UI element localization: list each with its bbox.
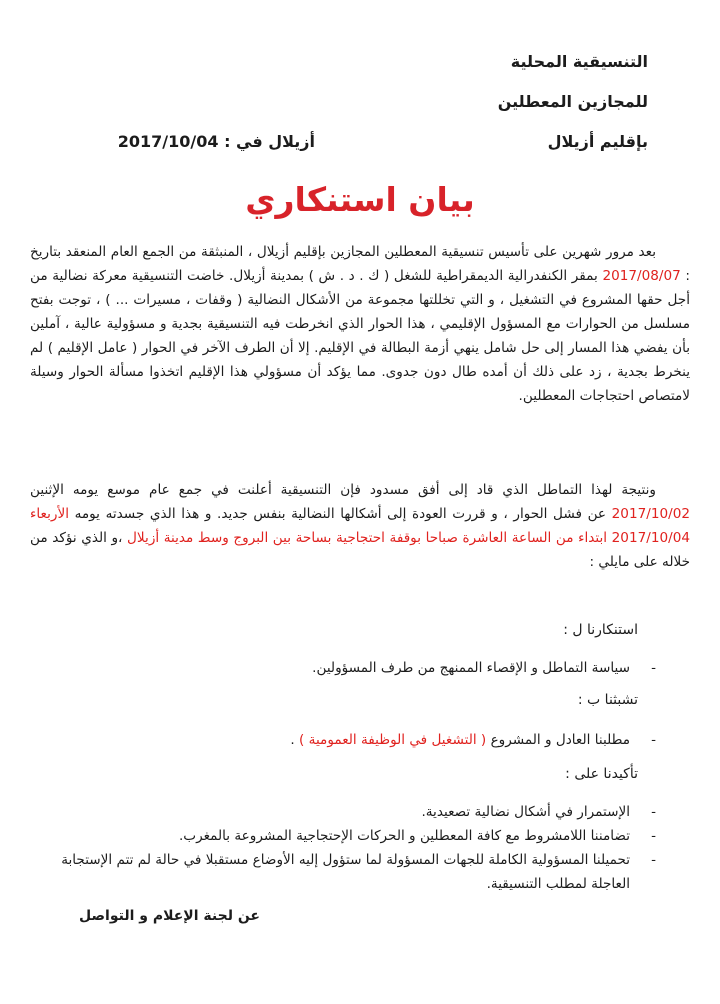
protest-date: 2017/10/04 bbox=[611, 530, 691, 546]
bullet-dash: - bbox=[651, 828, 656, 844]
list-item bbox=[58, 656, 658, 680]
bullet-dash: - bbox=[651, 660, 656, 676]
consequence-paragraph bbox=[30, 478, 690, 574]
founding-date: 2017/08/07 bbox=[602, 268, 681, 284]
bullet-dash: - bbox=[651, 804, 656, 820]
list-item bbox=[58, 848, 658, 896]
dateline-place: أزيلال في : bbox=[224, 132, 315, 151]
assert-list bbox=[58, 800, 658, 896]
consequence-text-c: ،و الذي نؤكد من خلاله على مايلي : bbox=[30, 530, 690, 570]
bullet-dash: - bbox=[651, 852, 656, 868]
list-item bbox=[58, 800, 658, 824]
hold-list bbox=[58, 728, 658, 752]
consequence-text-b: عن فشل الحوار ، و قررت العودة إلى أشكالها النضالية بنفس جديد. و هذا الذي جسدته يومه bbox=[74, 506, 607, 522]
consequence-text-a: ونتيجة لهذا التماطل الذي قاد إلى أفق مسدود فإن التنسيقية أعلنت في جمع عام موسع يومه الإثنين bbox=[30, 482, 656, 498]
list-item-text: تضامننا اللامشروط مع كافة المعطلين و الحركات الإحتجاجية المشروعة بالمغرب. bbox=[178, 828, 630, 844]
page-title: بيان استنكاري bbox=[245, 180, 475, 219]
org-region: بإقليم أزيلال bbox=[547, 132, 648, 151]
list-item bbox=[58, 824, 658, 848]
condemn-list bbox=[58, 656, 658, 680]
demand-highlight: ( التشغيل في الوظيفة العمومية ) bbox=[299, 732, 487, 748]
org-name-line2: للمجازين المعطلين bbox=[497, 92, 648, 111]
condemn-section-title: استنكارنا ل : bbox=[563, 622, 638, 638]
list-item-text: تحميلنا المسؤولية الكاملة للجهات المسؤولة لما ستؤول إليه الأوضاع مستقبلا في حالة لم تتم الإستجابة العاجلة لمطلب التنسيقية. bbox=[61, 852, 630, 892]
list-item-text: الإستمرار في أشكال نضالية تصعيدية. bbox=[421, 804, 630, 820]
protest-details: ابتداء من الساعة العاشرة صباحا بوقفة احتجاجية بساحة بين البروج وسط مدينة أزيلال bbox=[127, 530, 608, 546]
hold-section-title: تشبثنا ب : bbox=[577, 692, 638, 708]
assert-section-title: تأكيدنا على : bbox=[565, 766, 638, 782]
list-item bbox=[58, 728, 658, 752]
intro-text-a: بعد مرور شهرين على تأسيس تنسيقية المعطلين المجازين بإقليم أزيلال ، المنبثقة من الجمع العام المنعقد بتاريخ : bbox=[30, 244, 690, 284]
signature: عن لجنة الإعلام و التواصل bbox=[79, 908, 260, 924]
list-item-text: سياسة التماطل و الإقصاء الممنهج من طرف المسؤولين. bbox=[312, 660, 630, 676]
dateline-date: 2017/10/04 bbox=[117, 132, 219, 151]
document-dateline bbox=[118, 132, 315, 151]
intro-text-b: بمقر الكنفدرالية الديمقراطية للشغل ( ك . د . ش ) بمدينة أزيلال. خاضت التنسيقية معركة نضالية من أجل حقها المشروع في التشغيل ، و التي تخللتها مجموعة من الأشكال النضالية ( وقفات ، مسيرات ... ) ، توجت بفتح مسلسل من الحوارات مع المسؤول الإقليمي ، هذا الحوار الذي انخرطت فيه التنسيقية بجدية و مسؤولية عالية ، آملين بأن يفضي هذا المسار إلى حل شامل ينهي أزمة البطالة في الإقليم. إلا أن الطرف الآخر في الحوار ( عامل الإقليم ) لم ينخرط بجدية ، زد على ذلك أن أمده طال دون جدوى. مما يؤكد أن مسؤولي هذا الإقليم اتخذوا مسألة الحوار وسيلة لامتصاص احتجاجات المعطلين. bbox=[30, 268, 690, 404]
general-assembly-date: 2017/10/02 bbox=[611, 506, 691, 522]
demand-suffix: . bbox=[290, 732, 295, 748]
intro-paragraph bbox=[30, 240, 690, 408]
bullet-dash: - bbox=[651, 732, 656, 748]
org-name-line1: التنسيقية المحلية bbox=[510, 52, 648, 71]
demand-prefix: مطلبنا العادل و المشروع bbox=[490, 732, 630, 748]
protest-day: الأربعاء bbox=[30, 506, 69, 522]
